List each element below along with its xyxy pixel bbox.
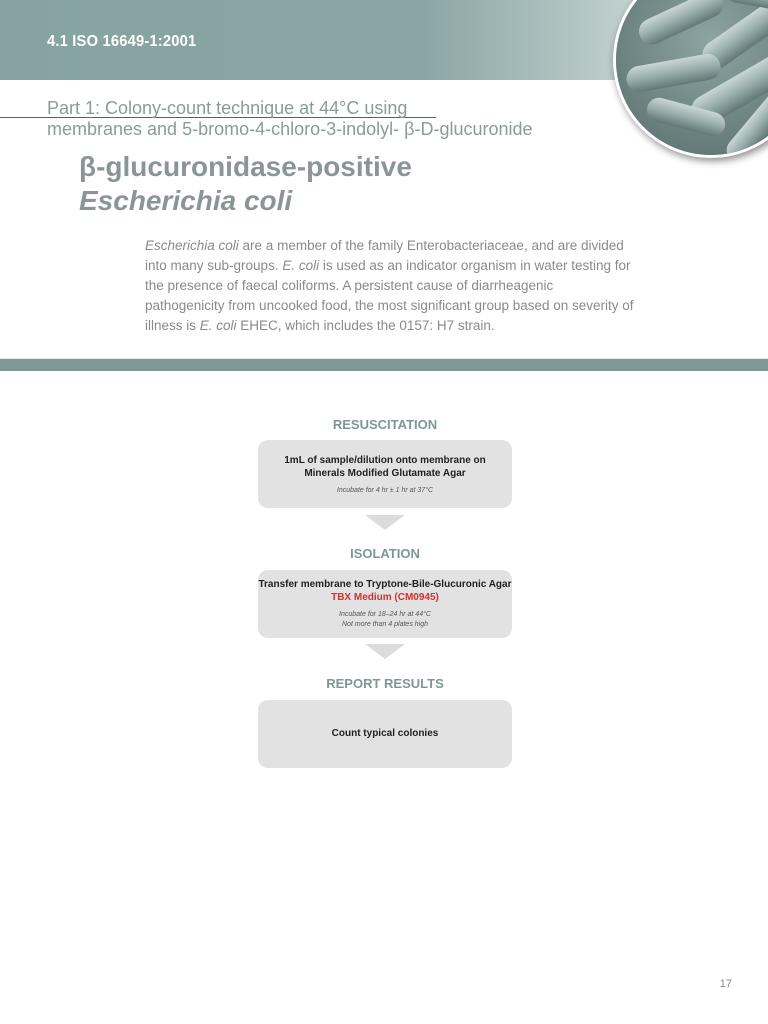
subtitle: [47, 98, 647, 140]
subtitle-line-1: Part 1: Colony-count technique at 44°C using: [47, 98, 408, 118]
step2-note-2: Not more than 4 plates high: [342, 621, 428, 628]
step-title-isolation: ISOLATION: [350, 546, 420, 561]
step1-note-1: Incubate for 4 hr ± 1 hr at 37°C: [336, 487, 434, 494]
title-line-2: Escherichia coli: [79, 185, 293, 216]
intro-paragraph: [145, 236, 635, 336]
step2-line-1: Transfer membrane to Tryptone-Bile-Glucuronic Agar: [258, 579, 512, 590]
step-title-report-results: REPORT RESULTS: [326, 676, 444, 691]
step2-note-1: Incubate for 18–24 hr at 44°C: [339, 611, 431, 618]
page-number: 17: [719, 978, 732, 990]
step-title-resuscitation: RESUSCITATION: [332, 417, 438, 432]
step-box-isolation: [258, 570, 512, 638]
page-title: [79, 150, 412, 218]
subtitle-line-2: membranes and 5-bromo-4-chloro-3-indolyl- β-D-glucuronide: [47, 119, 533, 139]
intro-em-2: E. coli: [282, 258, 320, 273]
intro-text-1: are a member of the family Enterobacteriaceae, and are divided into many sub-groups.: [145, 238, 624, 273]
step-box-report-results: [258, 700, 512, 768]
step-box-resuscitation: [258, 440, 512, 508]
intro-em-1: Escherichia coli: [145, 238, 239, 253]
step1-line-2: Minerals Modified Glutamate Agar: [304, 468, 466, 479]
intro-em-3: E. coli: [199, 318, 237, 333]
flow-arrow-1: [365, 515, 405, 530]
section-divider: [0, 358, 768, 371]
step2-line-2: TBX Medium (CM0945): [331, 592, 439, 603]
flow-arrow-2: [365, 644, 405, 659]
section-id: 4.1 ISO 16649-1:2001: [47, 33, 197, 50]
intro-text-3: EHEC, which includes the 0157: H7 strain.: [236, 318, 495, 333]
intro-text-2: is used as an indicator organism in water testing for the presence of faecal coliforms. A persistent cause of diarrheagenic pathogenicity from uncooked food, the most significant group based on severity of illness is: [145, 258, 634, 333]
step3-line-1: Count typical colonies: [331, 728, 439, 739]
step1-line-1: 1mL of sample/dilution onto membrane on: [284, 455, 486, 466]
title-line-1: β-glucuronidase-positive: [79, 151, 412, 182]
